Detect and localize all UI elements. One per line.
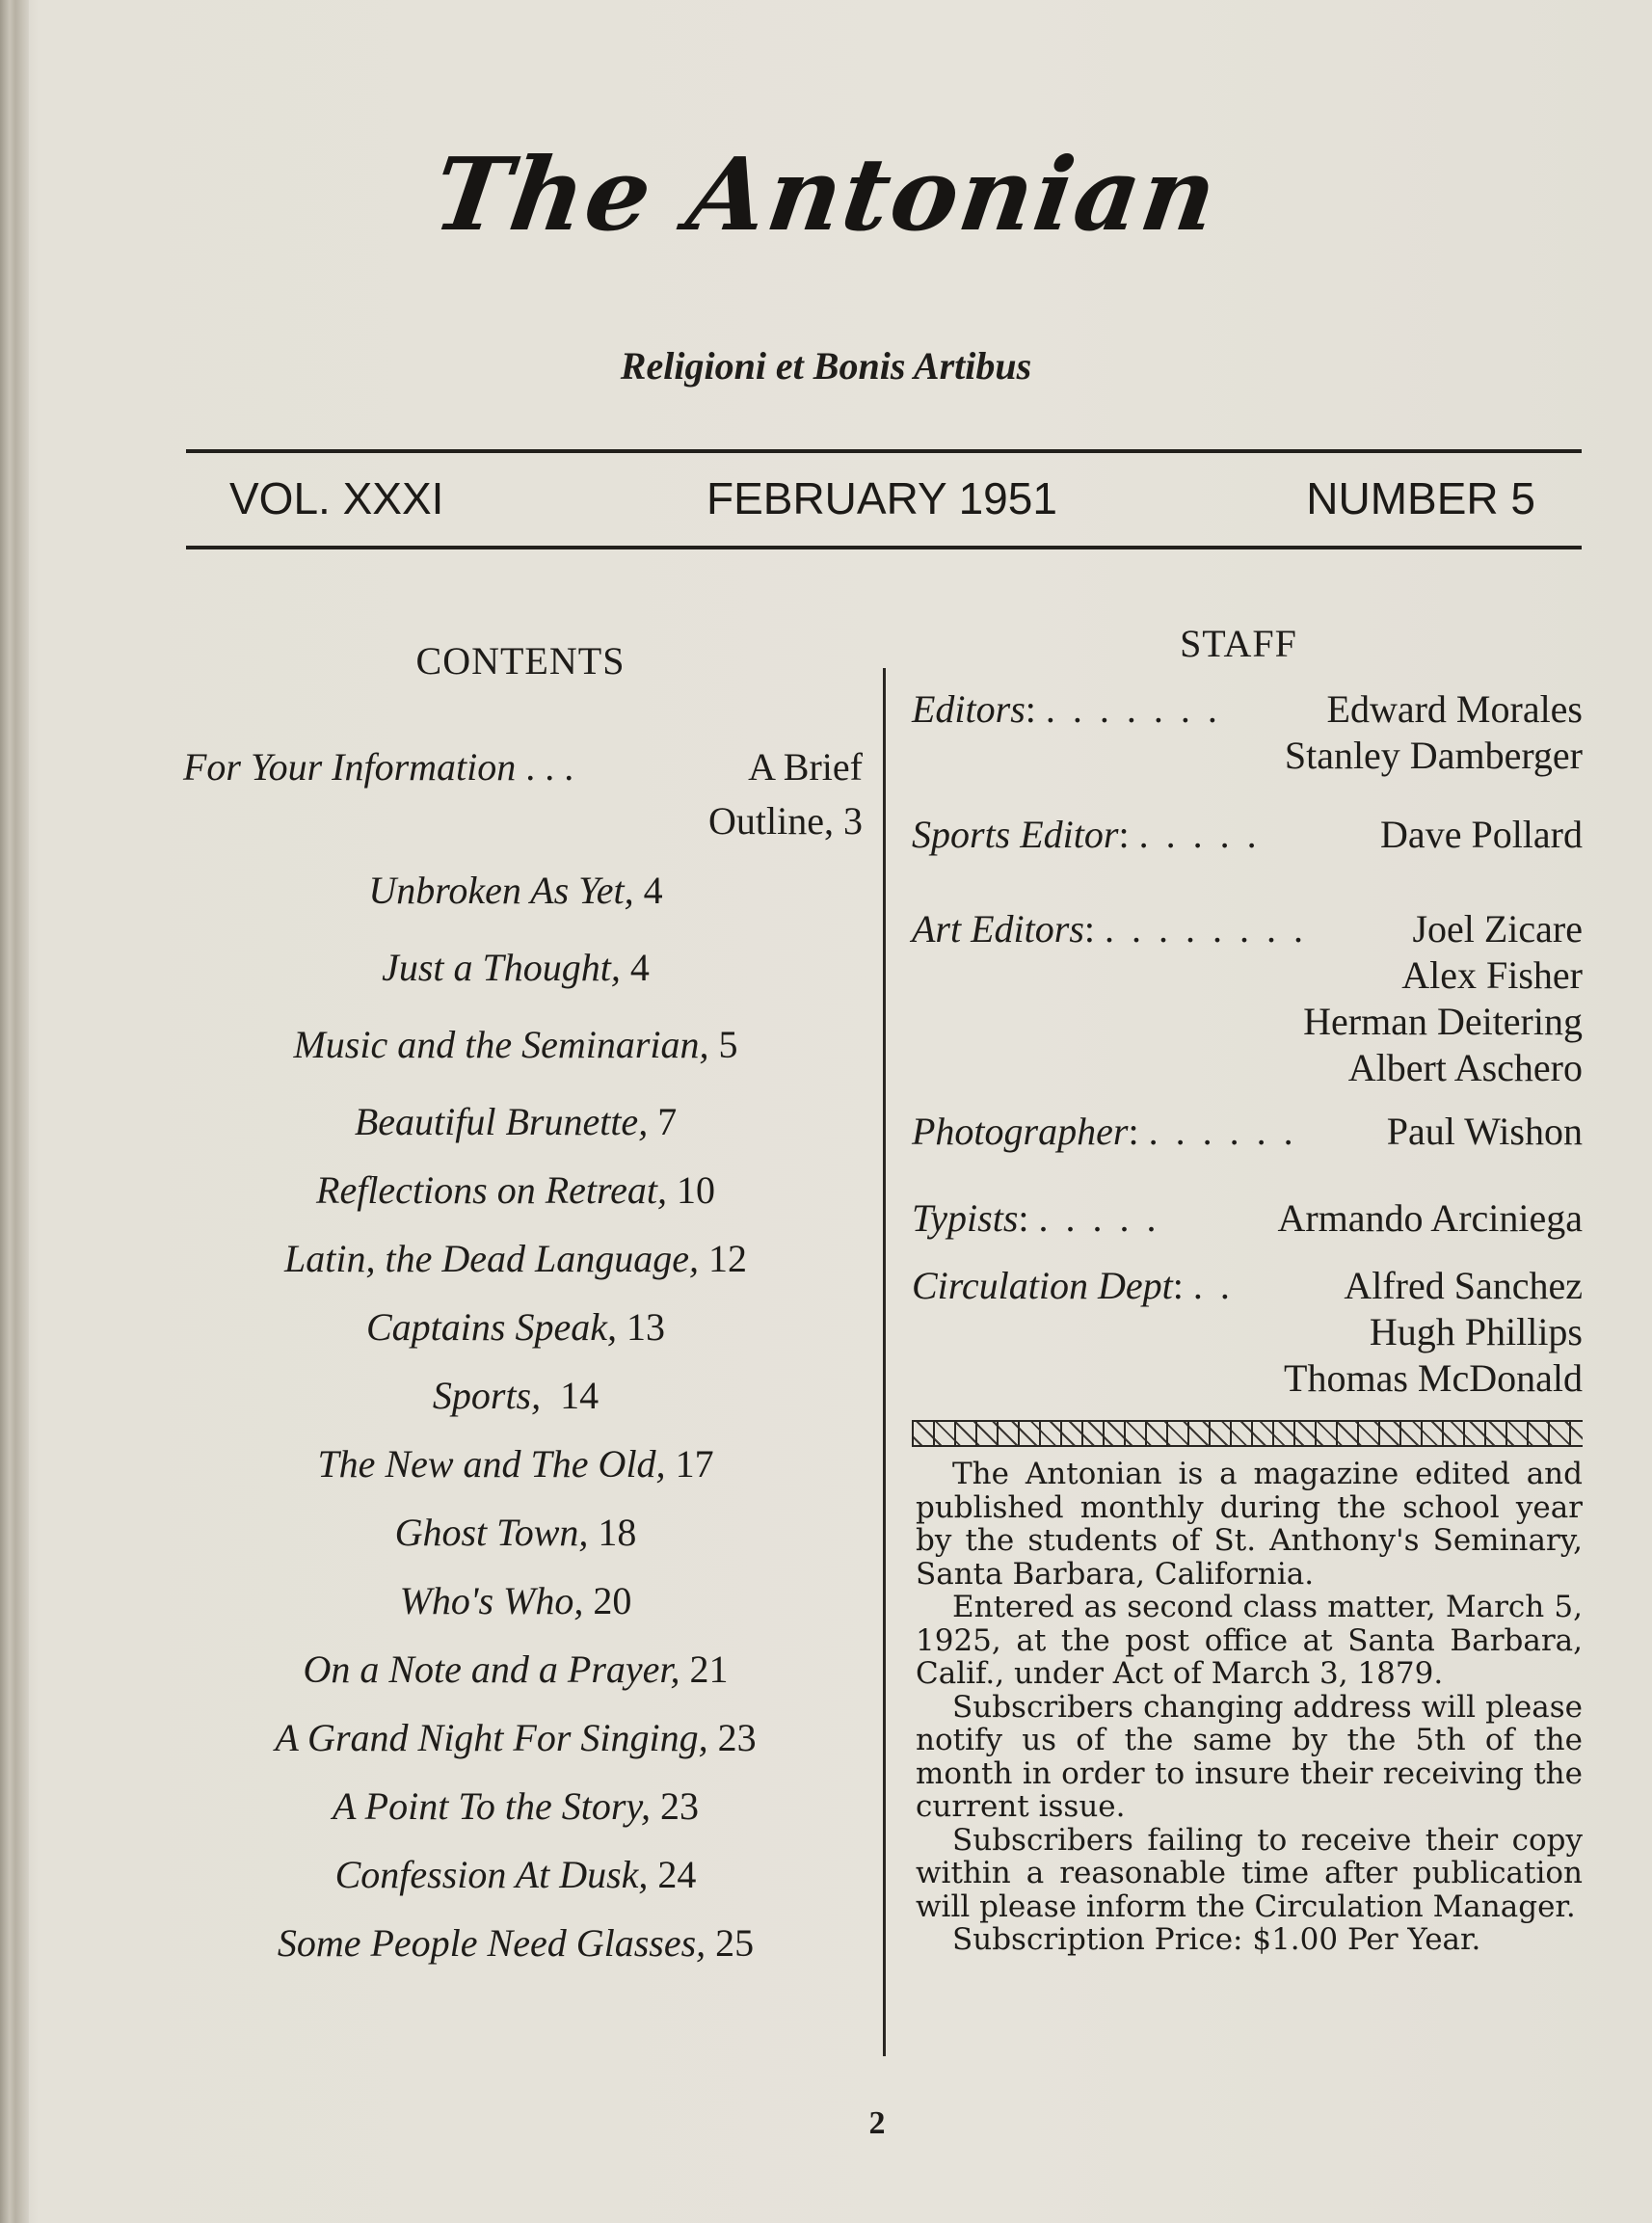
staff-name: Herman Deitering [1303, 1000, 1583, 1043]
notice-paragraph: Subscribers changing address will please notify us of the same by the 5th of the month in order to insure their receiving the current issue. [916, 1689, 1583, 1824]
toc-entry: Sports, 14 [432, 1374, 600, 1417]
toc-entry: Some People Need Glasses, 25 [277, 1921, 755, 1965]
toc-entry: On a Note and a Prayer, 21 [303, 1647, 729, 1691]
toc-entry-title: For Your Information [183, 745, 517, 789]
staff-name: Alex Fisher [1401, 953, 1583, 997]
subscription-price: Subscription Price: $1.00 Per Year. [952, 1922, 1481, 1957]
masthead-motto: Religioni et Bonis Artibus [620, 344, 1032, 388]
notice-paragraph: Subscribers failing to receive their copy within a reasonable time after publication will please inform the Circulation Manager. [916, 1822, 1583, 1924]
toc-entry: Just a Thought, 4 [382, 946, 650, 989]
staff-name: Thomas McDonald [1284, 1356, 1583, 1400]
toc-entry: Unbroken As Yet, 4 [368, 869, 663, 912]
toc-entry: The New and The Old, 17 [317, 1442, 714, 1486]
staff-heading: STAFF [1180, 622, 1297, 665]
toc-entry: Confession At Dusk, 24 [334, 1853, 697, 1896]
staff-row-sports-editor: Sports Editor: . . . . . Dave Pollard [912, 813, 1583, 856]
staff-name: Albert Aschero [1347, 1046, 1583, 1089]
book-spine-edge [0, 0, 29, 2223]
issue-bar-top-rule [186, 449, 1582, 453]
staff-name: Hugh Phillips [1369, 1310, 1583, 1353]
issue-volume: VOL. XXXI [229, 473, 444, 523]
issue-bar [186, 472, 1582, 530]
column-divider [883, 668, 886, 2056]
masthead-title: The Antonian [426, 135, 1226, 254]
staff-row-circulation: Circulation Dept: . . Alfred Sanchez [912, 1264, 1583, 1307]
toc-entry-first [183, 740, 863, 848]
toc-entry: Captains Speak, 13 [366, 1305, 665, 1349]
toc-entry: Ghost Town, 18 [394, 1511, 637, 1554]
staff-row-art-editors: Art Editors: . . . . . . . . Joel Zicare [912, 907, 1583, 951]
publication-notice [916, 1458, 1583, 1957]
staff-row-photographer: Photographer: . . . . . . Paul Wishon [912, 1110, 1583, 1153]
toc-entry: Music and the Seminarian, 5 [293, 1023, 738, 1066]
issue-bar-bottom-rule [186, 546, 1582, 549]
toc-entry-continuation: Outline, 3 [708, 799, 863, 843]
notice-paragraph: The Antonian is a magazine edited and published monthly during the school year by the students of St. Anthony's Seminary, Santa Barbara, California. [916, 1457, 1583, 1592]
staff-name: Stanley Damberger [1284, 734, 1583, 777]
staff-row-typists: Typists: . . . . . Armando Arciniega [912, 1196, 1583, 1240]
staff-row-editors: Editors: . . . . . . . Edward Morales [912, 687, 1583, 731]
toc-entry-author: A Brief [748, 745, 863, 789]
toc-entry: A Grand Night For Singing, 23 [275, 1716, 757, 1759]
page-number: 2 [868, 2105, 886, 2141]
issue-date: FEBRUARY 1951 [706, 473, 1057, 523]
decorative-border [912, 1420, 1583, 1447]
toc-entry: Reflections on Retreat, 10 [316, 1168, 715, 1212]
toc-entry: Beautiful Brunette, 7 [354, 1100, 678, 1143]
contents-heading: CONTENTS [415, 639, 626, 683]
notice-paragraph: Entered as second class matter, March 5, 1925, at the post office at Santa Barbara, Calif., under Act of March 3, 1879. [916, 1590, 1583, 1691]
toc-entry: A Point To the Story, 23 [332, 1784, 700, 1828]
toc-entry: Who's Who, 20 [399, 1579, 632, 1622]
toc-entry: Latin, the Dead Language, 12 [284, 1237, 747, 1280]
toc-entry-dots: . . . [525, 745, 574, 789]
issue-number: NUMBER 5 [1306, 473, 1535, 523]
